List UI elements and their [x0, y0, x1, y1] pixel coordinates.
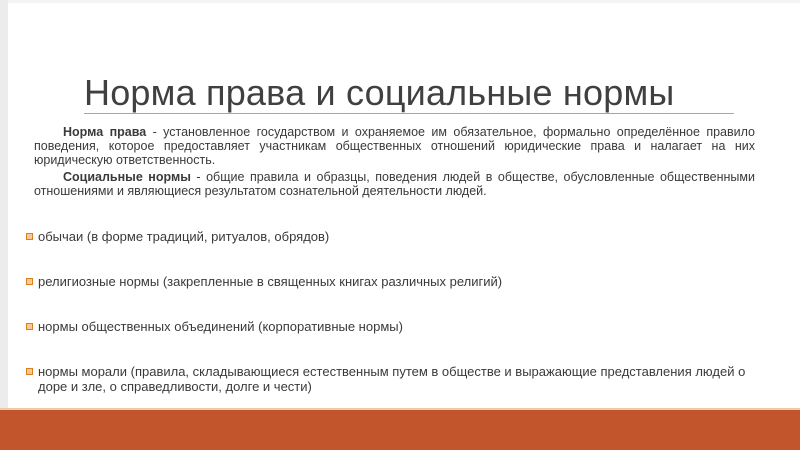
definition-term: Норма права — [63, 125, 147, 139]
square-bullet-icon — [26, 368, 33, 375]
left-accent-strip — [0, 0, 8, 408]
list-item — [26, 230, 756, 245]
definition-paragraph — [34, 125, 755, 168]
list-item — [26, 365, 756, 394]
definition-paragraph — [34, 170, 755, 198]
list-item — [26, 320, 756, 335]
top-accent-strip — [0, 0, 800, 3]
list-item-text: религиозные нормы (закрепленные в священных книгах различных религий) — [38, 274, 503, 289]
square-bullet-icon — [26, 278, 33, 285]
list-item-text: нормы морали (правила, складывающиеся естественным путем в обществе и выражающие представления людей о доре и зле, о справедливости, долге и чести) — [38, 364, 746, 394]
norm-types-list — [26, 230, 756, 394]
title-underline — [84, 113, 734, 114]
list-item — [26, 275, 756, 290]
list-item-text: нормы общественных объединений (корпоративные нормы) — [38, 319, 403, 334]
square-bullet-icon — [26, 323, 33, 330]
slide-title: Норма права и социальные нормы — [84, 72, 675, 113]
footer-accent-bar — [0, 410, 800, 450]
square-bullet-icon — [26, 233, 33, 240]
definition-text: - общие правила и образцы, поведения людей в обществе, обусловленные общественными отношениями и являющиеся результатом сознательной деятельности людей. — [34, 170, 755, 199]
definition-term: Социальные нормы — [63, 170, 191, 184]
definition-text: - установленное государством и охраняемое им обязательное, формально определённое правило поведения, которое предоставляет участникам общественных отношений юридические права и налагает на них юридическую ответственность. — [34, 125, 756, 168]
list-item-text: обычаи (в форме традиций, ритуалов, обрядов) — [38, 229, 330, 244]
